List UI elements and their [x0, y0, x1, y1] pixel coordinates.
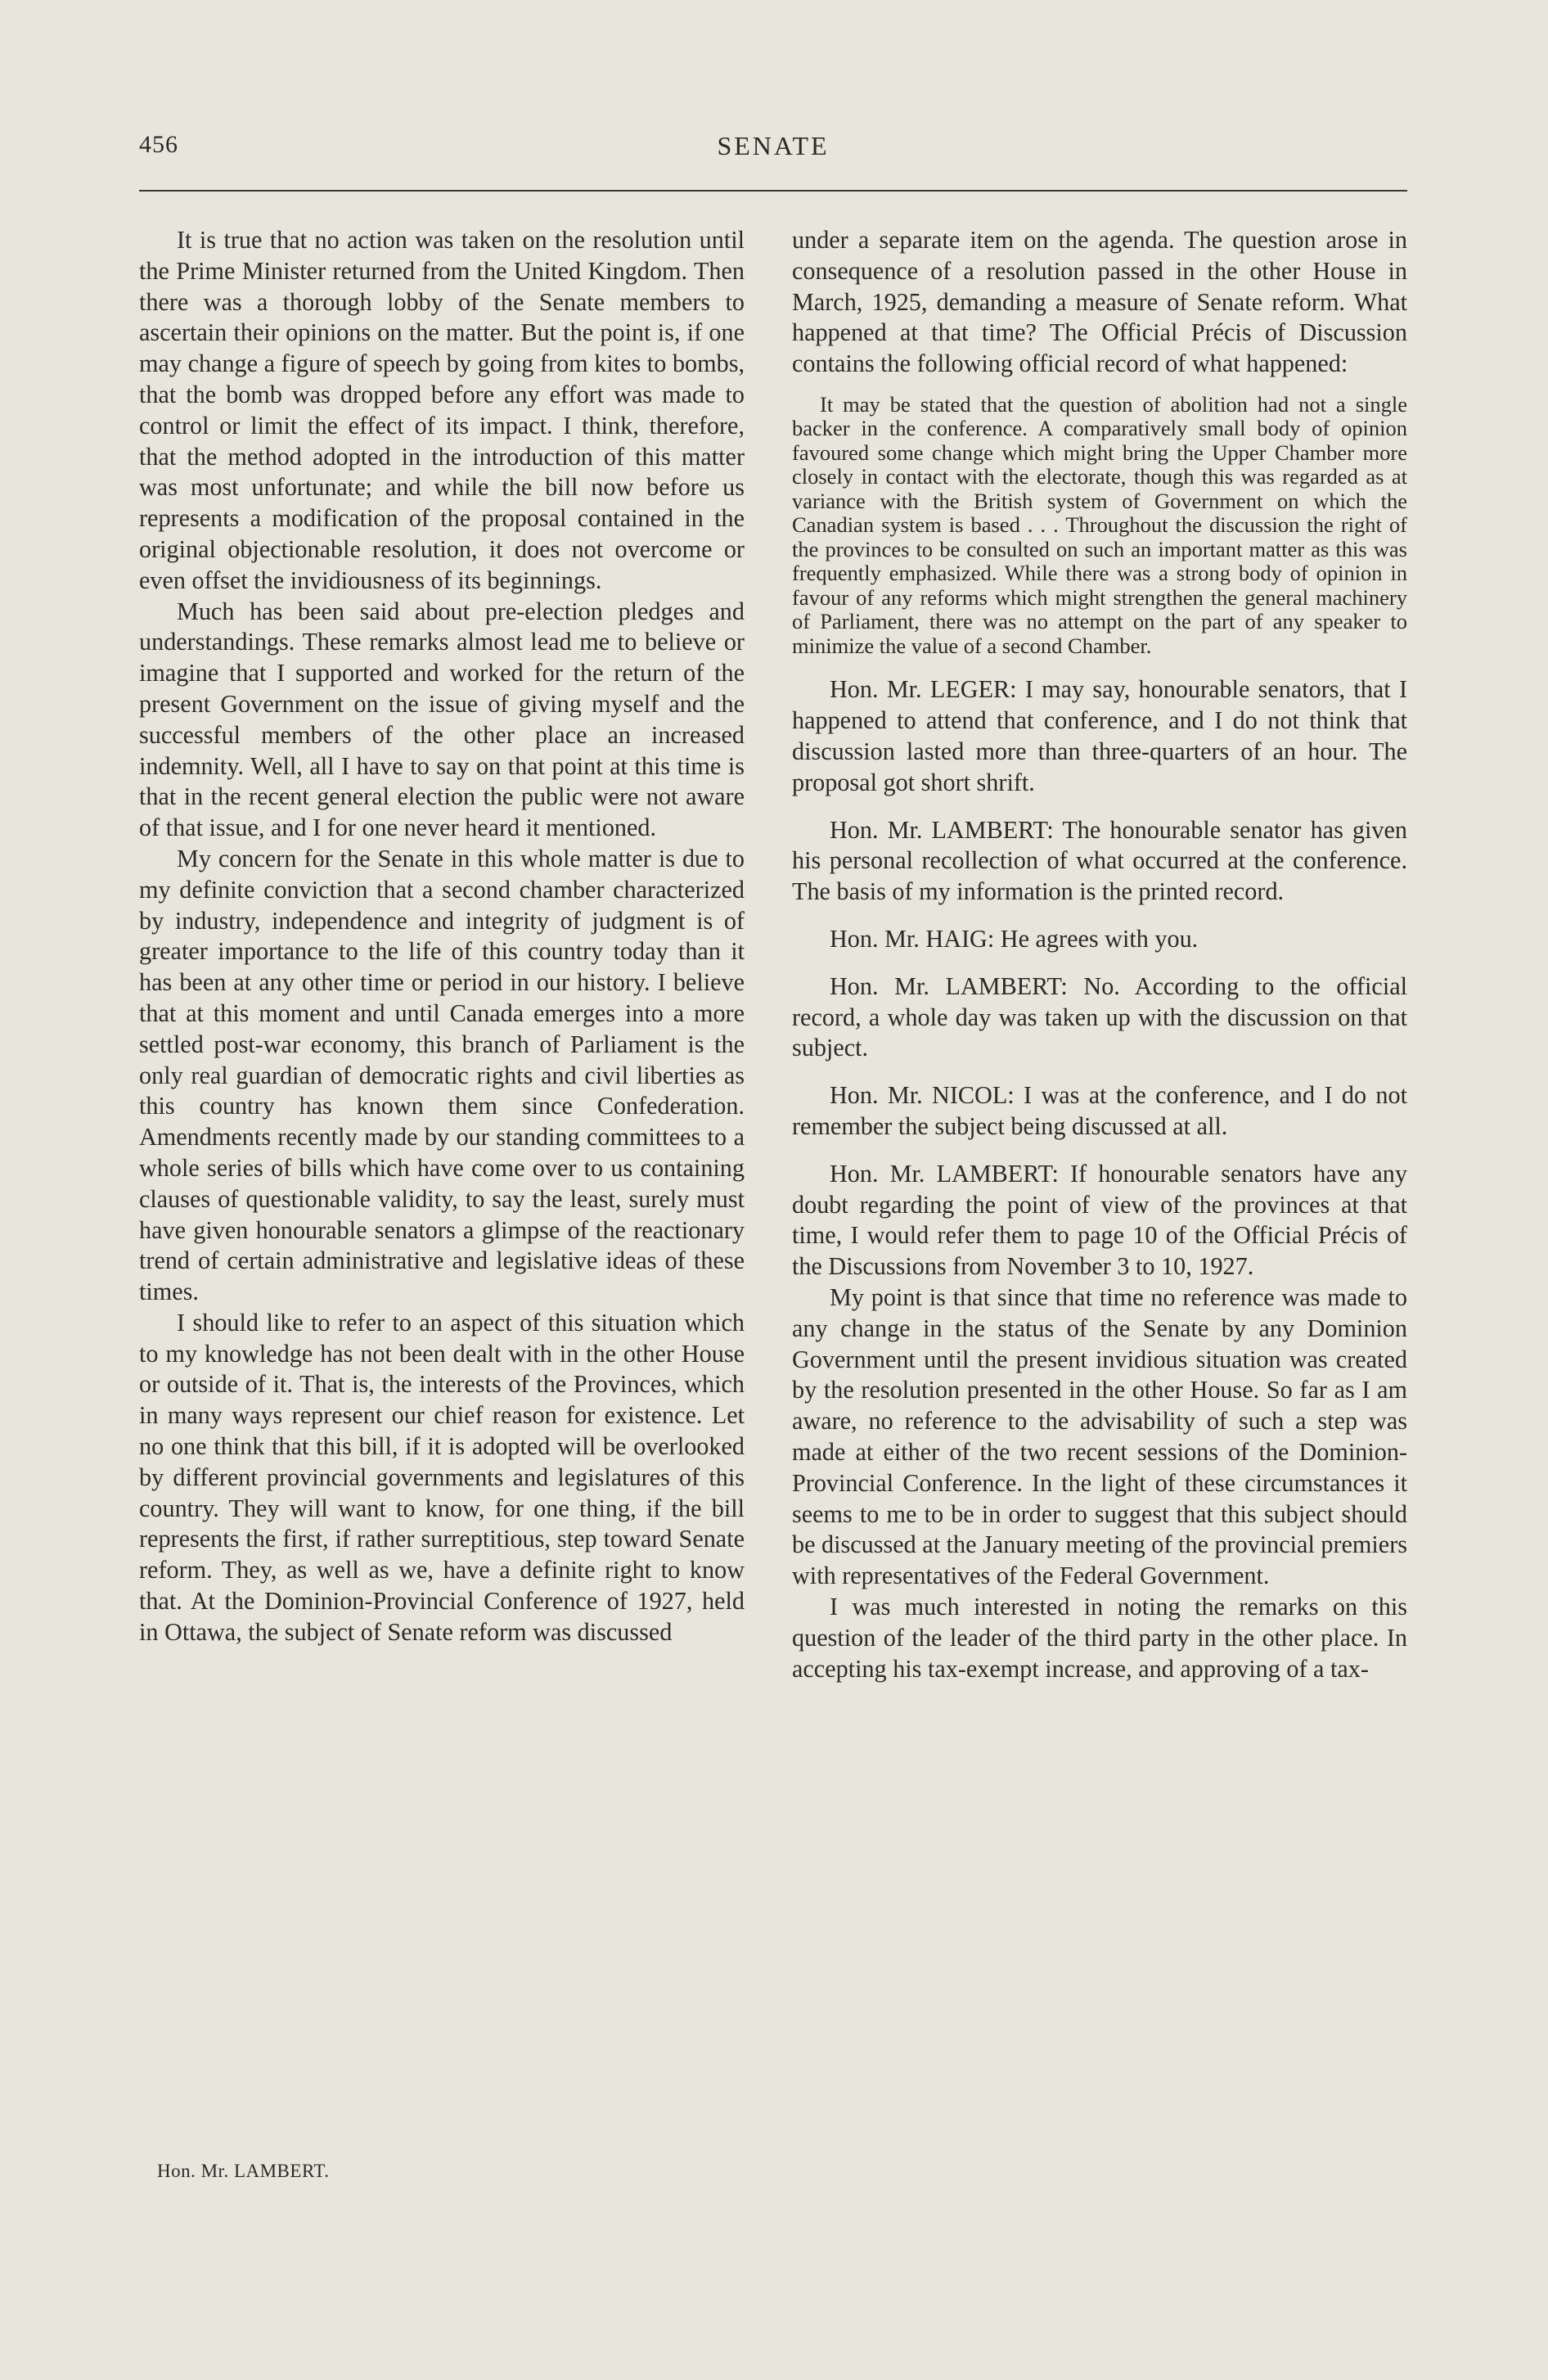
speaker-remark: Hon. Mr. LAMBERT: The honourable senator has given his personal recollection of what occurred at the conference. The basis of my information is the printed record. — [792, 815, 1407, 906]
paragraph: I was much interested in noting the remarks on this question of the leader of the third party in the other place. In accepting his tax-exempt increase, and approving of a tax- — [792, 1593, 1407, 1683]
speaker-remark: Hon. Mr. HAIG: He agrees with you. — [830, 925, 1199, 953]
paragraph: Much has been said about pre-election pledges and understandings. These remarks almost lead me to believe or imagine that I supported and worked for the return of the present Government on the issue of giving myself and the successful members of the other place an increased indemnity. Well, all I have to say on that point at this time is that in the recent general election the public were not aware of that issue, and I for one never heard it mentioned. — [139, 597, 745, 842]
header-rule — [139, 190, 1407, 192]
speaker-remark: Hon. Mr. NICOL: I was at the conference, and I do not remember the subject being discussed at all. — [792, 1081, 1407, 1141]
block-quote — [792, 393, 1407, 659]
right-column — [792, 225, 1407, 1684]
paragraph: under a separate item on the agenda. The question arose in consequence of a resolution passed in the other House in March, 1925, demanding a measure of Senate reform. What happened at that time? The Official Précis of Discussion contains the following official record of what happened: — [792, 226, 1407, 378]
quote-text: It may be stated that the question of abolition had not a single backer in the conference. A comparatively small body of opinion favoured some change which might bring the Upper Chamber more closely in contact with the electorate, though this was regarded as at variance with the British system of Government on which the Canadian system is based . . . Throughout the discussion the right of the provinces to be consulted on such an important matter as this was frequently emphasized. While there was a strong body of opinion in favour of any reforms which might strengthen the general machinery of Parliament, there was no attempt on the part of any speaker to minimize the value of a second Chamber. — [792, 391, 1407, 658]
page-header — [139, 131, 1407, 172]
running-head: SENATE — [717, 131, 830, 160]
paragraph: My concern for the Senate in this whole matter is due to my definite conviction that a second chamber characterized by industry, independence and integrity of judgment is of greater importance to the life of this country today than it has been at any other time or period in our history. I believe that at this moment and until Canada emerges into a more settled post-war economy, this branch of Parliament is the only real guardian of democratic rights and civil liberties as this country has known them since Confederation. Amendments recently made by our standing committees to a whole series of bills which have come over to us containing clauses of questionable validity, to say the least, surely must have given honourable senators a glimpse of the reactionary trend of certain administrative and legislative ideas of these times. — [139, 844, 745, 1306]
speaker-remark: Hon. Mr. LEGER: I may say, honourable senators, that I happened to attend that conference, and I do not think that discussion lasted more than three-quarters of an hour. The proposal got short shrift. — [792, 675, 1407, 796]
paragraph: My point is that since that time no reference was made to any change in the status of the Senate by any Dominion Government until the present invidious situation was created by the resolution presented in the other House. So far as I am aware, no reference to the advisability of such a step was made at either of the two recent sessions of the Dominion-Provincial Conference. In the light of these circumstances it seems to me to be in order to suggest that this subject should be discussed at the January meeting of the provincial premiers with representatives of the Federal Government. — [792, 1283, 1407, 1590]
speaker-remark: Hon. Mr. LAMBERT: If honourable senators have any doubt regarding the point of view of the provinces at that time, I would refer them to page 10 of the Official Précis of the Discussions from November 3 to 10, 1927. — [792, 1159, 1407, 1281]
left-column — [139, 225, 745, 1648]
paragraph: I should like to refer to an aspect of this situation which to my knowledge has not been dealt with in the other House or outside of it. That is, the interests of the Provinces, which in many ways represent our chief reason for existence. Let no one think that this bill, if it is adopted will be overlooked by different provincial governments and legislatures of this country. They will want to know, for one thing, if the bill represents the first, if rather surreptitious, step toward Senate reform. They, as well as we, have a definite right to know that. At the Dominion-Provincial Conference of 1927, held in Ottawa, the subject of Senate reform was discussed — [139, 1308, 745, 1646]
paragraph: It is true that no action was taken on the resolution until the Prime Minister returned from the United Kingdom. Then there was a thorough lobby of the Senate members to ascertain their opinions on the matter. But the point is, if one may change a figure of speech by going from kites to bombs, that the bomb was dropped before any effort was made to control or limit the effect of its impact. I think, therefore, that the method adopted in the introduction of this matter was most unfortunate; and while the bill now before us represents a modification of the proposal contained in the original objectionable resolution, it does not overcome or even offset the invidiousness of its beginnings. — [139, 226, 745, 594]
page-number: 456 — [139, 131, 178, 158]
footer-speaker: Hon. Mr. LAMBERT. — [157, 2161, 330, 2181]
speaker-remark: Hon. Mr. LAMBERT: No. According to the official record, a whole day was taken up with the discussion on that subject. — [792, 971, 1407, 1062]
